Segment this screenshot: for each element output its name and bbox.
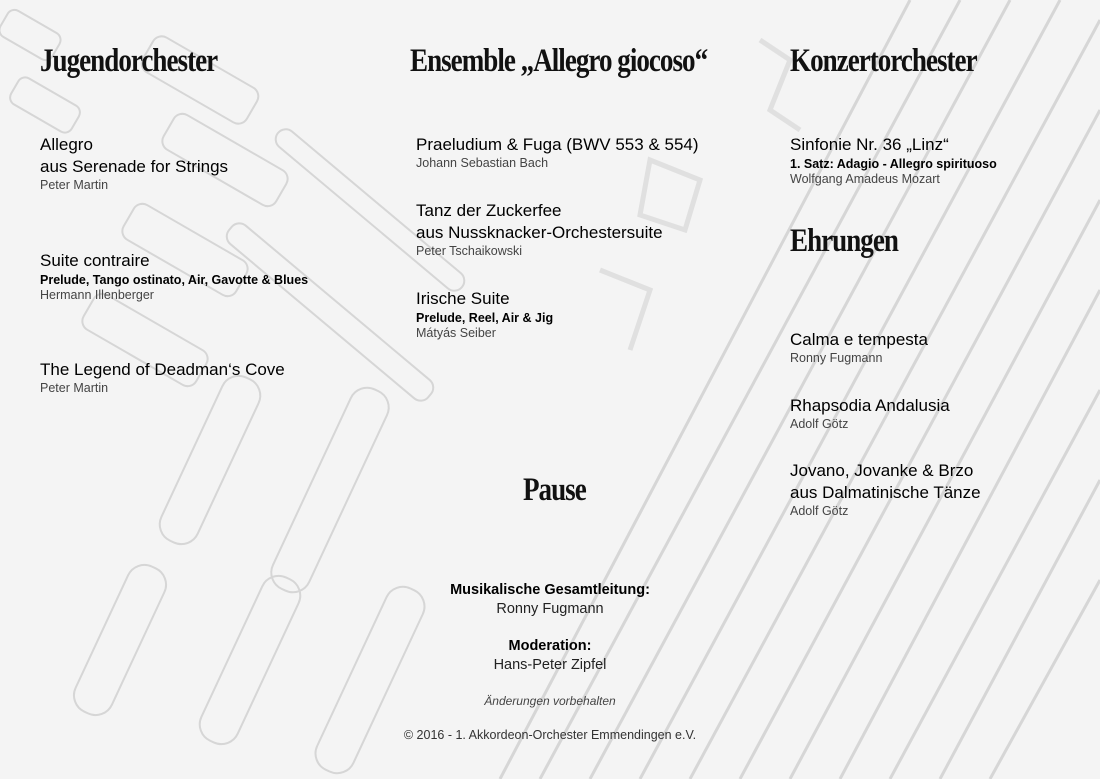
piece-composer: Ronny Fugmann <box>790 351 883 365</box>
piece-title: Tanz der Zuckerfee <box>416 201 562 220</box>
piece-title-line2: aus Serenade for Strings <box>40 157 229 176</box>
piece-composer: Adolf Götz <box>790 417 849 431</box>
piece-suite-contraire <box>40 250 308 303</box>
piece-composer: Johann Sebastian Bach <box>416 156 549 170</box>
piece-title-line2: aus Nussknacker-Orchestersuite <box>416 223 663 242</box>
piece-title: Calma e tempesta <box>790 330 928 349</box>
piece-praeludium-fuga <box>416 134 699 171</box>
piece-legend-deadmans-cove <box>40 359 285 396</box>
heading-ensemble: Ensemble „Allegro giocoso“ <box>410 43 708 79</box>
piece-title: Allegro <box>40 135 93 154</box>
heading-konzertorchester: Konzertorchester <box>790 43 977 79</box>
piece-tanz-der-zuckerfee <box>416 200 663 259</box>
piece-subtitle: Prelude, Reel, Air & Jig <box>416 311 554 325</box>
copyright: © 2016 - 1. Akkordeon-Orchester Emmendingen e.V. <box>403 728 697 742</box>
piece-title-line2: aus Dalmatinische Tänze <box>790 483 981 502</box>
piece-composer: Adolf Götz <box>790 504 849 518</box>
piece-subtitle: 1. Satz: Adagio - Allegro spirituoso <box>790 157 997 171</box>
piece-composer: Hermann Illenberger <box>40 288 154 302</box>
heading-jugendorchester: Jugendorchester <box>40 43 218 79</box>
piece-title: Rhapsodia Andalusia <box>790 396 950 415</box>
heading-pause: Pause <box>523 472 586 508</box>
piece-composer: Mátyás Seiber <box>416 326 496 340</box>
leitung-label: Musikalische Gesamtleitung: <box>450 582 650 598</box>
piece-sinfonie-linz <box>790 134 997 187</box>
piece-title: Praeludium & Fuga (BWV 553 & 554) <box>416 135 699 154</box>
heading-ehrungen: Ehrungen <box>790 223 898 259</box>
piece-irische-suite <box>416 288 553 341</box>
piece-allegro <box>40 134 228 193</box>
piece-title: Suite contraire <box>40 251 150 270</box>
piece-jovano-jovanke <box>790 460 981 519</box>
piece-calma-e-tempesta <box>790 329 928 366</box>
piece-title: Irische Suite <box>416 289 510 308</box>
moderation-name: Hans-Peter Zipfel <box>493 657 607 673</box>
piece-title: Jovano, Jovanke & Brzo <box>790 461 974 480</box>
leitung-name: Ronny Fugmann <box>496 601 604 617</box>
piece-subtitle: Prelude, Tango ostinato, Air, Gavotte & Blues <box>40 273 309 287</box>
piece-composer: Peter Martin <box>40 381 109 395</box>
moderation-label: Moderation: <box>508 638 592 654</box>
piece-title: Sinfonie Nr. 36 „Linz“ <box>790 135 949 154</box>
changes-note: Änderungen vorbehalten <box>484 694 616 708</box>
piece-composer: Peter Tschaikowski <box>416 244 523 258</box>
piece-rhapsodia-andalusia <box>790 395 950 432</box>
piece-composer: Peter Martin <box>40 178 109 192</box>
piece-composer: Wolfgang Amadeus Mozart <box>790 172 940 186</box>
piece-title: The Legend of Deadman‘s Cove <box>40 360 285 379</box>
